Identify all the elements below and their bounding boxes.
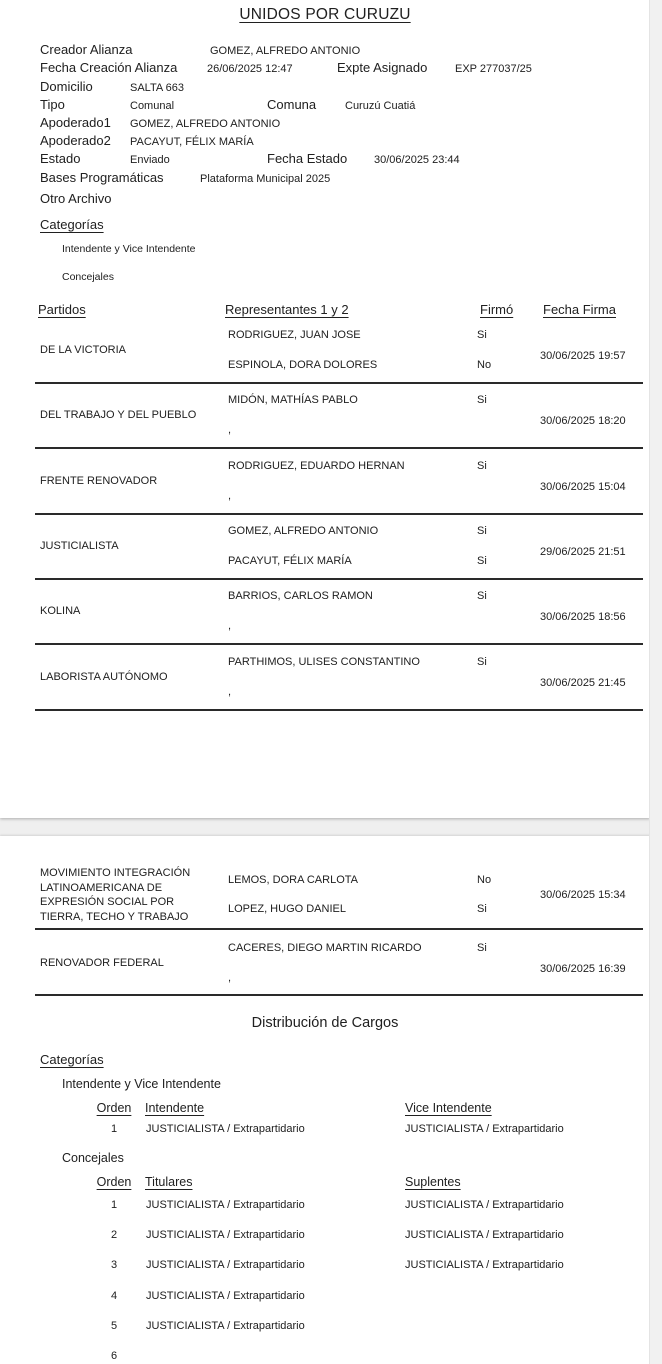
fecha-firma: 30/06/2025 21:45	[540, 677, 626, 689]
fecha-firma: 30/06/2025 15:34	[540, 889, 626, 901]
table-row	[0, 866, 650, 928]
firmo-1: No	[477, 874, 492, 886]
orden-number: 4	[110, 1290, 118, 1302]
table-row	[0, 525, 650, 578]
field-value-creador: GOMEZ, ALFREDO ANTONIO	[210, 45, 361, 57]
representative-2: ,	[228, 972, 232, 984]
intendente-value: JUSTICIALISTA / Extrapartidario	[146, 1123, 305, 1135]
suplente-value: JUSTICIALISTA / Extrapartidario	[405, 1259, 564, 1271]
representative-2: PACAYUT, FÉLIX MARÍA	[228, 555, 352, 567]
representative-2: ,	[228, 424, 232, 436]
firmo-1: Si	[477, 329, 487, 341]
header-vice-intendente: Vice Intendente	[405, 1101, 492, 1115]
fecha-firma: 29/06/2025 21:51	[540, 546, 626, 558]
fecha-firma: 30/06/2025 15:04	[540, 481, 626, 493]
field-value-apoderado1: GOMEZ, ALFREDO ANTONIO	[130, 118, 281, 130]
distribucion-title: Distribución de Cargos	[251, 1015, 399, 1031]
intendente-section-title: Intendente y Vice Intendente	[62, 1077, 221, 1091]
titular-value: JUSTICIALISTA / Extrapartidario	[146, 1199, 305, 1211]
representative-1: GOMEZ, ALFREDO ANTONIO	[228, 525, 379, 537]
row-divider	[35, 709, 643, 711]
suplente-value: JUSTICIALISTA / Extrapartidario	[405, 1199, 564, 1211]
party-name: DE LA VICTORIA	[40, 344, 126, 356]
representative-2: ESPINOLA, DORA DOLORES	[228, 359, 378, 371]
concejales-section-title: Concejales	[62, 1151, 124, 1165]
titular-value: JUSTICIALISTA / Extrapartidario	[146, 1229, 305, 1241]
field-label-bases: Bases Programáticas	[40, 170, 164, 185]
party-name: FRENTE RENOVADOR	[40, 475, 158, 487]
row-divider	[35, 994, 643, 996]
representative-2: ,	[228, 490, 232, 502]
party-name: KOLINA	[40, 605, 81, 617]
table-row	[0, 394, 650, 447]
firmo-1: Si	[477, 942, 487, 954]
field-label-domicilio: Domicilio	[40, 79, 93, 94]
party-name: RENOVADOR FEDERAL	[40, 957, 164, 969]
field-value-comuna: Curuzú Cuatiá	[345, 100, 416, 112]
table-row	[0, 942, 650, 994]
representative-1: PARTHIMOS, ULISES CONSTANTINO	[228, 656, 420, 668]
representative-1: RODRIGUEZ, EDUARDO HERNAN	[228, 460, 405, 472]
field-label-fecha-creacion: Fecha Creación Alianza	[40, 60, 178, 75]
party-name: LABORISTA AUTÓNOMO	[40, 671, 168, 683]
orden-number: 2	[110, 1229, 118, 1241]
field-value-expte: EXP 277037/25	[455, 63, 532, 75]
orden-number: 5	[110, 1320, 118, 1332]
row-divider	[35, 382, 643, 384]
representative-2: ,	[228, 686, 232, 698]
orden-number: 6	[110, 1350, 118, 1362]
row-divider	[35, 928, 643, 930]
party-name: MOVIMIENTO INTEGRACIÓN LATINOAMERICANA DE EXPRESIÓN SOCIAL POR TIERRA, TECHO Y TRABAJO	[40, 867, 191, 923]
header-titulares: Titulares	[145, 1175, 193, 1189]
firmo-2: No	[477, 359, 492, 371]
representative-1: CACERES, DIEGO MARTIN RICARDO	[228, 942, 422, 954]
vice-intendente-value: JUSTICIALISTA / Extrapartidario	[405, 1123, 564, 1135]
header-intendente: Intendente	[145, 1101, 205, 1115]
categoria-item-intendente: Intendente y Vice Intendente	[62, 243, 196, 255]
fecha-firma: 30/06/2025 19:57	[540, 350, 626, 362]
firmo-1: Si	[477, 460, 487, 472]
header-suplentes: Suplentes	[405, 1175, 461, 1189]
table-row	[0, 590, 650, 643]
orden-number: 1	[110, 1199, 118, 1211]
scrollbar-track[interactable]	[649, 0, 662, 1364]
table-row	[0, 329, 650, 382]
field-label-fecha-estado: Fecha Estado	[267, 151, 348, 166]
field-value-fecha-estado: 30/06/2025 23:44	[374, 154, 460, 166]
titular-value: JUSTICIALISTA / Extrapartidario	[146, 1290, 305, 1302]
field-label-estado: Estado	[40, 151, 81, 166]
field-value-domicilio: SALTA 663	[130, 82, 185, 94]
field-label-otro-archivo: Otro Archivo	[40, 191, 112, 206]
fecha-firma: 30/06/2025 18:56	[540, 611, 626, 623]
firmo-1: Si	[477, 525, 487, 537]
row-divider	[35, 513, 643, 515]
representative-1: RODRIGUEZ, JUAN JOSE	[228, 329, 361, 341]
field-label-comuna: Comuna	[267, 97, 317, 112]
field-value-fecha-creacion: 26/06/2025 12:47	[207, 63, 293, 75]
field-label-tipo: Tipo	[40, 97, 65, 112]
field-label-creador: Creador Alianza	[40, 42, 133, 57]
orden-number: 3	[110, 1259, 118, 1271]
orden-number: 1	[110, 1123, 118, 1135]
field-label-apoderado2: Apoderado2	[40, 133, 111, 148]
firmo-2: Si	[477, 903, 487, 915]
row-divider	[35, 447, 643, 449]
partidos-header-fecha-firma: Fecha Firma	[543, 302, 616, 317]
field-label-apoderado1: Apoderado1	[40, 115, 111, 130]
table-row	[0, 656, 650, 709]
representative-1: MIDÓN, MATHÍAS PABLO	[228, 394, 358, 406]
fecha-firma: 30/06/2025 16:39	[540, 963, 626, 975]
field-value-estado: Enviado	[130, 154, 170, 166]
representative-1: BARRIOS, CARLOS RAMON	[228, 590, 373, 602]
firmo-1: Si	[477, 590, 487, 602]
field-label-expte: Expte Asignado	[337, 60, 428, 75]
partidos-header-partidos: Partidos	[38, 302, 86, 317]
firmo-2: Si	[477, 555, 487, 567]
doc-title: UNIDOS POR CURUZU	[239, 6, 411, 23]
categorias-title: Categorías	[40, 217, 104, 232]
party-name: DEL TRABAJO Y DEL PUEBLO	[40, 409, 197, 421]
fecha-firma: 30/06/2025 18:20	[540, 415, 626, 427]
firmo-1: Si	[477, 656, 487, 668]
field-value-bases: Plataforma Municipal 2025	[200, 173, 331, 185]
party-name: JUSTICIALISTA	[40, 540, 119, 552]
distribucion-categorias-title: Categorías	[40, 1052, 104, 1067]
field-value-apoderado2: PACAYUT, FÉLIX MARÍA	[130, 136, 254, 148]
partidos-header-representantes: Representantes 1 y 2	[225, 302, 349, 317]
categoria-item-concejales: Concejales	[62, 271, 114, 283]
representative-1: LEMOS, DORA CARLOTA	[228, 874, 358, 886]
representative-2: ,	[228, 620, 232, 632]
header-orden: Orden	[96, 1101, 132, 1115]
titular-value: JUSTICIALISTA / Extrapartidario	[146, 1259, 305, 1271]
table-row	[0, 460, 650, 513]
row-divider	[35, 643, 643, 645]
header-orden: Orden	[96, 1175, 132, 1189]
partidos-header-firmo: Firmó	[480, 302, 514, 317]
titular-value: JUSTICIALISTA / Extrapartidario	[146, 1320, 305, 1332]
row-divider	[35, 578, 643, 580]
firmo-1: Si	[477, 394, 487, 406]
representative-2: LOPEZ, HUGO DANIEL	[228, 903, 346, 915]
suplente-value: JUSTICIALISTA / Extrapartidario	[405, 1229, 564, 1241]
field-value-tipo: Comunal	[130, 100, 175, 112]
